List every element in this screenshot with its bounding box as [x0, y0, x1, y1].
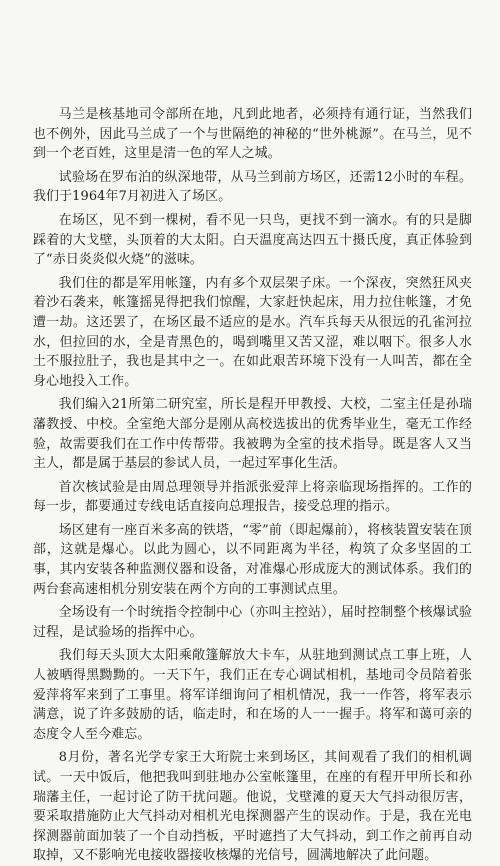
paragraph-3: 在场区，见不到一棵树，看不见一只鸟，更找不到一滴水。有的只是脚踩着的大戈壁，头顶着的大太阳。白天温度高达四五十摄氏度，真正体验到了“赤日炎炎似火烧”的滋味。: [33, 212, 472, 268]
paragraph-1: 马兰是核基地司令部所在地，凡到此地者，必须持有通行证，当然我们也不例外，因此马兰成了一个与世隔绝的神秘的“世外桃源”。在马兰，见不到一个老百姓，这里是清一色的军人之城。: [33, 107, 472, 162]
paragraph-4: 我们住的都是军用帐篷，内有多个双层架子床。一个深夜，突然狂风夹着沙石袭来，帐篷摇晃得把我们惊醒，大家赶快起床，用力拉住帐篷，才免遭一劫。这还罢了，在场区最不适应的是水。汽车兵每天从很远的孔雀河拉水，但拉回的水，全是青黑色的，喝到嘴里又苦又涩，难以咽下。很多人水土不服拉肚子，我也是其中之一。在如此艰苦环境下没有一人叫苦，都在全身心地投入工作。: [33, 275, 472, 389]
paragraph-5: 我们编入21所第二研究室，所长是程开甲教授、大校，二室主任是孙瑞藩教授、中校。全室绝大部分是刚从高校选拔出的优秀毕业生，毫无工作经验，故需要我们在工作中传帮带。我被聘为全室的技术指导。既是客人又当主人，都是属于基层的参试人员，一起过军事化生活。: [33, 397, 472, 472]
paragraph-7: 场区建有一座百米多高的铁塔，“零”前（即起爆前），将核装置安装在顶部，这就是爆心。以此为圆心，以不同距离为半径，构筑了众多坚固的工事，其内安装各种监测仪器和设备，对准爆心形成庞大的测试体系。我们的两台套高速相机分别安装在两个方向的工事测试点里。: [33, 522, 472, 597]
paragraph-9: 我们每天头顶大太阳乘敞篷解放大卡车，从驻地到测试点工事上班，人人被晒得黑黝黝的。一天下午，我们正在专心调试相机，基地司令员陪着张爱萍将军来到了工事里。将军详细询问了相机情况，我一一作答，将军表示满意，说了许多鼓励的话，临走时，和在场的人一一握手。将军和蔼可亲的态度令人至今难忘。: [33, 648, 472, 742]
paragraph-10: 8月份，著名光学专家王大珩院士来到场区，其间观看了我们的相机调试。一天中饭后，他把我叫到驻地办公室帐篷里，在座的有程开甲所长和孙瑞藩主任，一起讨论了防干扰问题。他说，戈壁滩的夏天大气抖动很厉害，要采取措施防止大气抖动对相机光电探测器产生的误动作。于是，我在光电探测器前面加装了一个自动挡板，平时遮挡了大气抖动，到工作之前再自动取掉，又不影响光电接收器接收核爆的光信号，圆满地解决了此问题。: [33, 750, 472, 864]
paragraph-6: 首次核试验是由周总理领导并指派张爱萍上将亲临现场指挥的。工作的每一步，都要通过专线电话直接向总理报告，接受总理的指示。: [33, 479, 472, 515]
paragraph-2: 试验场在罗布泊的纵深地带，从马兰到前方场区，还需12小时的车程。我们于1964年7月初进入了场区。: [33, 169, 472, 205]
paragraph-8: 全场设有一个时统指令控制中心（亦叫主控站），届时控制整个核爆试验过程，是试验场的指挥中心。: [33, 605, 472, 640]
